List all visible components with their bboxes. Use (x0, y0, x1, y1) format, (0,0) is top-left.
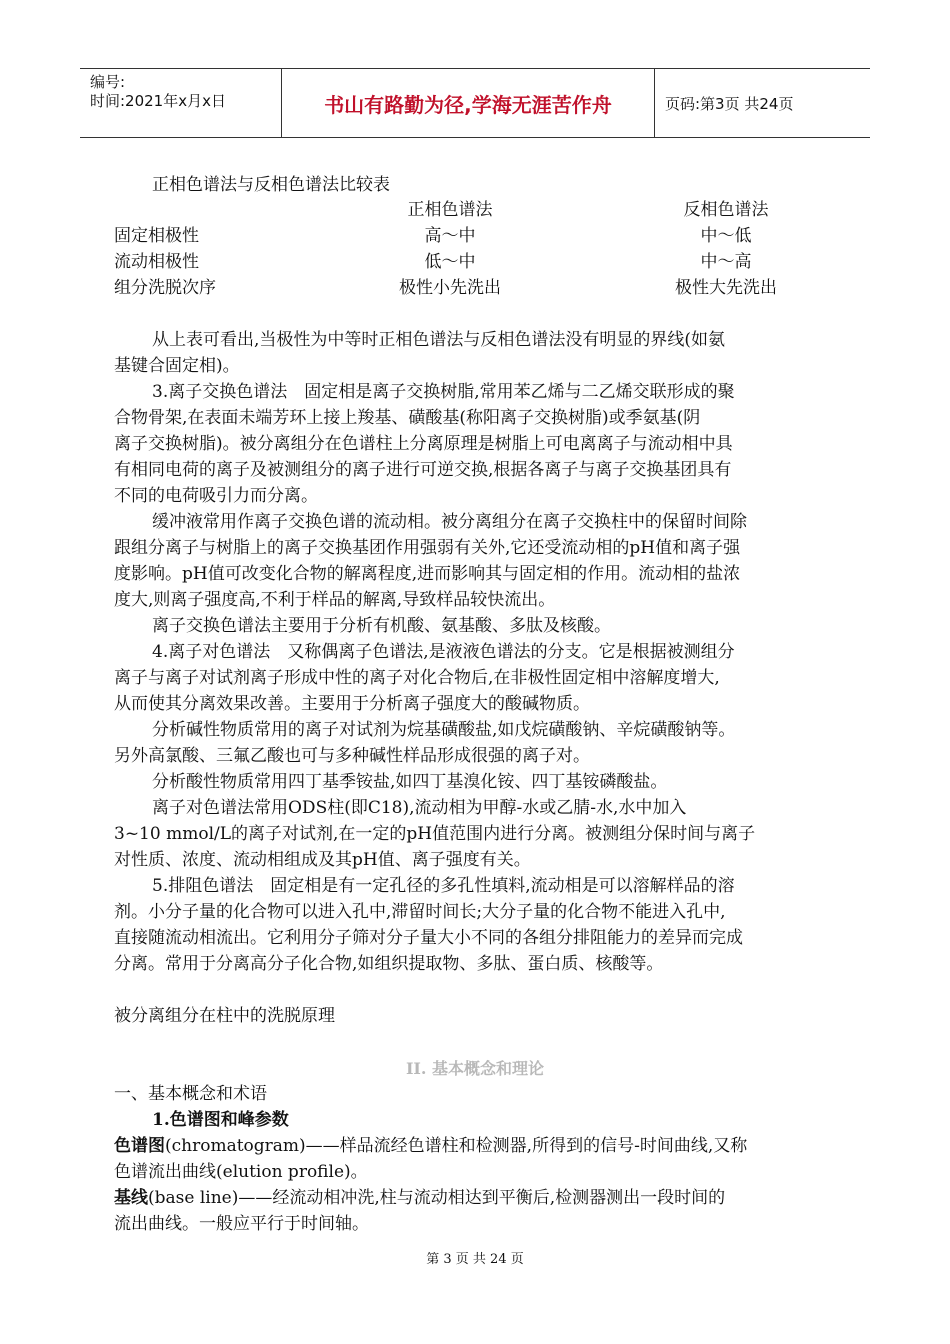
text-line: 不同的电荷吸引力而分离。 (114, 486, 318, 506)
text-line: 5.排阻色谱法 固定相是有一定孔径的多孔性填料,流动相是可以溶解样品的溶 (152, 876, 735, 896)
cell-normal: 极性小先洗出 (399, 278, 501, 298)
text-line: 度大,则离子强度高,不利于样品的解离,导致样品较快流出。 (114, 590, 556, 610)
text-line: 被分离组分在柱中的洗脱原理 (114, 1006, 335, 1026)
subsection-heading: 一、基本概念和术语 (114, 1084, 267, 1104)
text-line: 4.离子对色谱法 又称偶离子色谱法,是液液色谱法的分支。它是根据被测组分 (152, 642, 735, 662)
text-line: 另外高氯酸、三氟乙酸也可与多种碱性样品形成很强的离子对。 (114, 746, 590, 766)
text-line: 从而使其分离效果改善。主要用于分析离子强度大的酸碱物质。 (114, 694, 590, 714)
col-header-reverse: 反相色谱法 (683, 200, 769, 220)
page-header (80, 68, 870, 138)
text-line: 离子与离子对试剂离子形成中性的离子对化合物后,在非极性固定相中溶解度增大, (114, 668, 720, 688)
text-line: 流出曲线。一般应平行于时间轴。 (114, 1214, 369, 1234)
item-heading: 1.色谱图和峰参数 (152, 1110, 289, 1130)
table-title: 正相色谱法与反相色谱法比较表 (152, 175, 390, 195)
text-line: 从上表可看出,当极性为中等时正相色谱法与反相色谱法没有明显的界线(如氨 (152, 330, 726, 350)
cell-reverse: 中～高 (700, 252, 752, 272)
text-line: 缓冲液常用作离子交换色谱的流动相。被分离组分在离子交换柱中的保留时间除 (152, 512, 747, 532)
cell-normal: 低～中 (424, 252, 476, 272)
definition-text: (chromatogram)——样品流经色谱柱和检测器,所得到的信号-时间曲线,又称 (165, 1136, 748, 1156)
text-line: 度影响。pH值可改变化合物的解离程度,进而影响其与固定相的作用。流动相的盐浓 (114, 564, 741, 584)
cell-normal: 高～中 (424, 226, 476, 246)
row-label: 流动相极性 (114, 252, 199, 272)
text-line: 跟组分离子与树脂上的离子交换基团作用强弱有关外,它还受流动相的pH值和离子强 (114, 538, 741, 558)
text-line: 色谱流出曲线(elution profile)。 (114, 1162, 368, 1182)
text-line: 合物骨架,在表面未端芳环上接上羧基、磺酸基(称阳离子交换树脂)或季氨基(阴 (114, 408, 701, 428)
text-line: 基键合固定相)。 (114, 356, 240, 376)
text-line: 离子对色谱法常用ODS柱(即C18),流动相为甲醇-水或乙腈-水,水中加入 (152, 798, 687, 818)
text-line: 分析碱性物质常用的离子对试剂为烷基磺酸盐,如戊烷磺酸钠、辛烷磺酸钠等。 (152, 720, 736, 740)
text-line: 离子交换色谱法主要用于分析有机酸、氨基酸、多肽及核酸。 (152, 616, 611, 636)
page-footer: 第 3 页 共 24 页 (426, 1252, 524, 1267)
definition-baseline (114, 1185, 725, 1211)
cell-reverse: 极性大先洗出 (675, 278, 777, 298)
text-line: 3.离子交换色谱法 固定相是离子交换树脂,常用苯乙烯与二乙烯交联形成的聚 (152, 382, 735, 402)
header-motto: 书山有路勤为径,学海无涯苦作舟 (282, 69, 655, 137)
text-line: 有相同电荷的离子及被测组分的离子进行可逆交换,根据各离子与离子交换基团具有 (114, 460, 732, 480)
section-title: II. 基本概念和理论 (405, 1059, 545, 1078)
number-label: 编号: (90, 73, 126, 91)
text-line: 分离。常用于分离高分子化合物,如组织提取物、多肽、蛋白质、核酸等。 (114, 954, 664, 974)
time-label: 时间:2021年x月x日 (90, 92, 226, 110)
definition-text: (base line)——经流动相冲洗,柱与流动相达到平衡后,检测器测出一段时间的 (148, 1188, 726, 1208)
text-line: 3~10 mmol/L的离子对试剂,在一定的pH值范围内进行分离。被测组分保时间与离子 (114, 824, 756, 844)
row-label: 固定相极性 (114, 226, 199, 246)
text-line: 直接随流动相流出。它利用分子筛对分子量大小不同的各组分排阻能力的差异而完成 (114, 928, 743, 948)
row-label: 组分洗脱次序 (114, 278, 216, 298)
col-header-normal: 正相色谱法 (407, 200, 493, 220)
header-page-info: 页码:第3页 共24页 (665, 94, 794, 113)
text-line: 对性质、浓度、流动相组成及其pH值、离子强度有关。 (114, 850, 531, 870)
definition-chromatogram (114, 1133, 747, 1159)
term: 色谱图 (114, 1136, 165, 1156)
cell-reverse: 中～低 (700, 226, 752, 246)
header-meta (80, 69, 282, 137)
term: 基线 (114, 1188, 148, 1208)
text-line: 剂。小分子量的化合物可以进入孔中,滞留时间长;大分子量的化合物不能进入孔中, (114, 902, 726, 922)
text-line: 离子交换树脂)。被分离组分在色谱柱上分离原理是树脂上可电离离子与流动相中具 (114, 434, 733, 454)
text-line: 分析酸性物质常用四丁基季铵盐,如四丁基溴化铵、四丁基铵磷酸盐。 (152, 772, 668, 792)
